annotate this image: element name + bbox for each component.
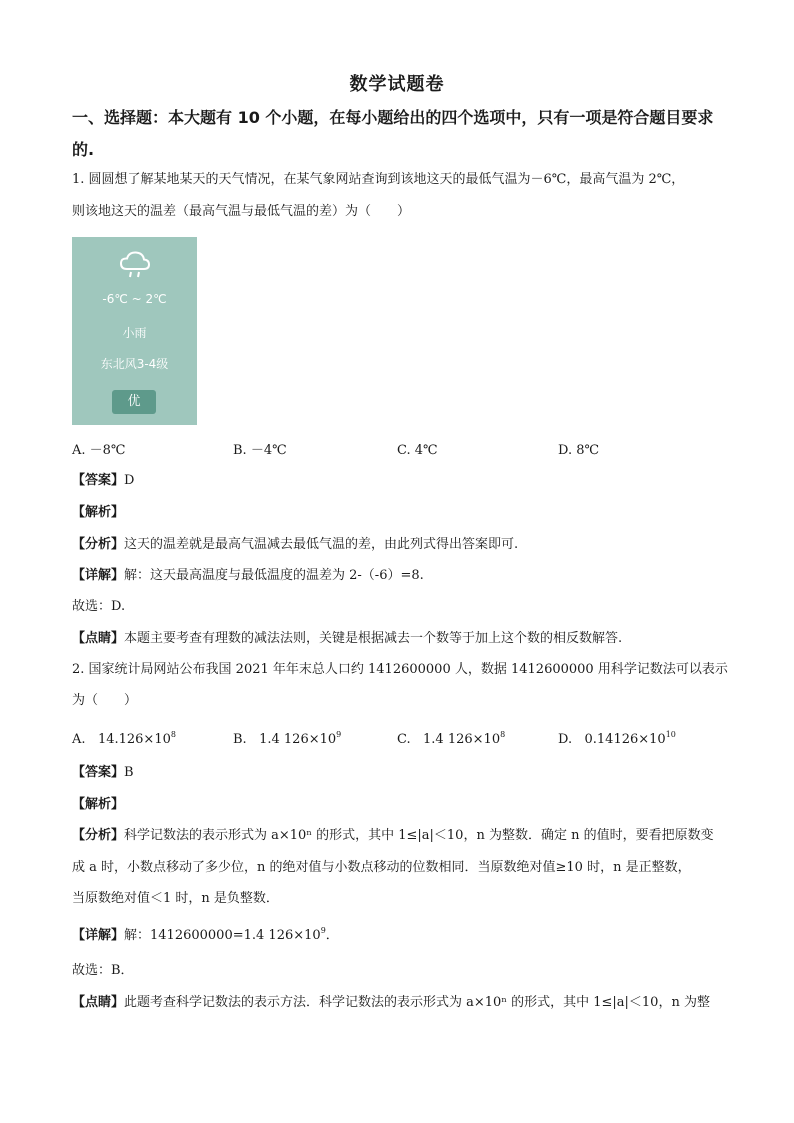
q2-comment [72,993,732,1013]
q1-detail-tag: 【详解】 [72,568,125,583]
q2-choose: 故选：B． [72,963,134,978]
q2-option-d-exp: 10 [665,730,676,739]
q1-fenxi-tag: 【分析】 [72,537,125,552]
q2-detail [72,926,732,946]
q2-option-b-label: B. [233,732,247,747]
q2-option-d-base: 0.14126×10 [584,732,666,747]
q1-option-d: D. 8℃ [558,443,600,458]
q2-fenxi-text-line1: 科学记数法的表示形式为 a×10ⁿ 的形式，其中 1≤|a|＜10，n 为整数．确定 n 的值时，要看把原数变 [124,828,714,843]
q2-option-c-label: C. [397,732,411,747]
q2-stem-line2: 为（ ） [72,693,138,708]
page-title: 数学试题卷 [349,74,445,95]
q1-analysis-tag: 【解析】 [72,505,125,520]
q2-option-c-base: 1.4 126×10 [423,732,501,747]
q1-comment-text: 本题主要考查有理数的减法法则，关键是根据减去一个数等于加上这个数的相反数解答. [124,631,623,646]
q1-comment [72,629,732,649]
q2-fenxi-line2: 成 a 时，小数点移动了多少位，n 的绝对值与小数点移动的位数相同．当原数绝对值≥10 时，n 是正整数， [72,860,691,875]
q1-option-b: B. －4℃ [233,443,287,458]
weather-card-image [72,237,197,425]
section-heading-line2: 的. [72,140,95,159]
q2-answer-value: B [124,765,134,780]
q1-fenxi-text: 这天的温差就是最高气温减去最低气温的差，由此列式得出答案即可. [124,537,519,552]
section-heading-line1: 一、选择题：本大题有 10 个小题，在每小题给出的四个选项中，只有一项是符合题目要求 [72,108,714,127]
q2-option-a-base: 14.126×10 [97,732,171,747]
air-quality-badge: 优 [112,390,156,414]
q1-analysis-heading [72,503,732,523]
q2-option-b [233,730,341,750]
q1-detail-text: 解：这天最高温度与最低温度的温差为 2-（-6）=8. [124,568,424,583]
q2-option-c [397,730,505,750]
q1-detail [72,566,732,586]
q2-option-b-base: 1.4 126×10 [259,732,337,747]
q2-answer [72,763,732,783]
q1-answer-tag: 【答案】 [72,473,125,488]
q2-option-a-label: A. [72,732,86,747]
q2-option-d [558,730,676,750]
q2-option-b-exp: 9 [336,730,342,739]
weather-wind: 东北风3-4级 [100,357,169,371]
q2-comment-tag: 【点睛】 [72,995,125,1010]
q2-detail-prefix: 解：1412600000= [124,928,244,943]
q2-option-a [72,730,176,750]
q2-stem-line1: 2. 国家统计局网站公布我国 2021 年年末总人口约 1412600000 人，数据 1412600000 用科学记数法可以表示 [72,662,728,677]
q2-fenxi-line1 [72,826,732,846]
q2-detail-base: 1.4 126×10 [243,928,321,943]
rain-cloud-icon [119,251,151,283]
q2-fenxi-line3: 当原数绝对值＜1 时，n 是负整数． [72,891,279,906]
q2-detail-exp: 9 [320,926,326,935]
q1-option-c: C. 4℃ [397,443,438,458]
q1-fenxi [72,535,732,555]
q2-comment-text: 此题考查科学记数法的表示方法．科学记数法的表示形式为 a×10ⁿ 的形式，其中 1≤|a|＜10，n 为整 [124,995,710,1010]
q2-option-c-exp: 8 [500,730,506,739]
q2-option-d-label: D. [558,732,573,747]
q2-fenxi-tag: 【分析】 [72,828,125,843]
weather-temperature: -6℃ ~ 2℃ [102,292,167,306]
q2-analysis-tag: 【解析】 [72,797,125,812]
q1-stem-line2: 则该地这天的温差（最高气温与最低气温的差）为（ ） [72,204,411,219]
q2-answer-tag: 【答案】 [72,765,125,780]
q1-answer [72,471,732,491]
q2-detail-suffix: ． [325,928,339,943]
weather-condition: 小雨 [122,326,147,340]
q1-stem-line1: 1. 圆圆想了解某地某天的天气情况，在某气象网站查询到该地这天的最低气温为－6℃，最高气温为 2℃， [72,172,685,187]
q1-option-a: A. －8℃ [72,443,126,458]
q2-analysis-heading [72,795,732,815]
q1-choose: 故选：D. [72,599,126,614]
q1-comment-tag: 【点睛】 [72,631,125,646]
q2-option-a-exp: 8 [170,730,176,739]
q2-detail-tag: 【详解】 [72,928,125,943]
q1-answer-value: D [124,473,135,488]
